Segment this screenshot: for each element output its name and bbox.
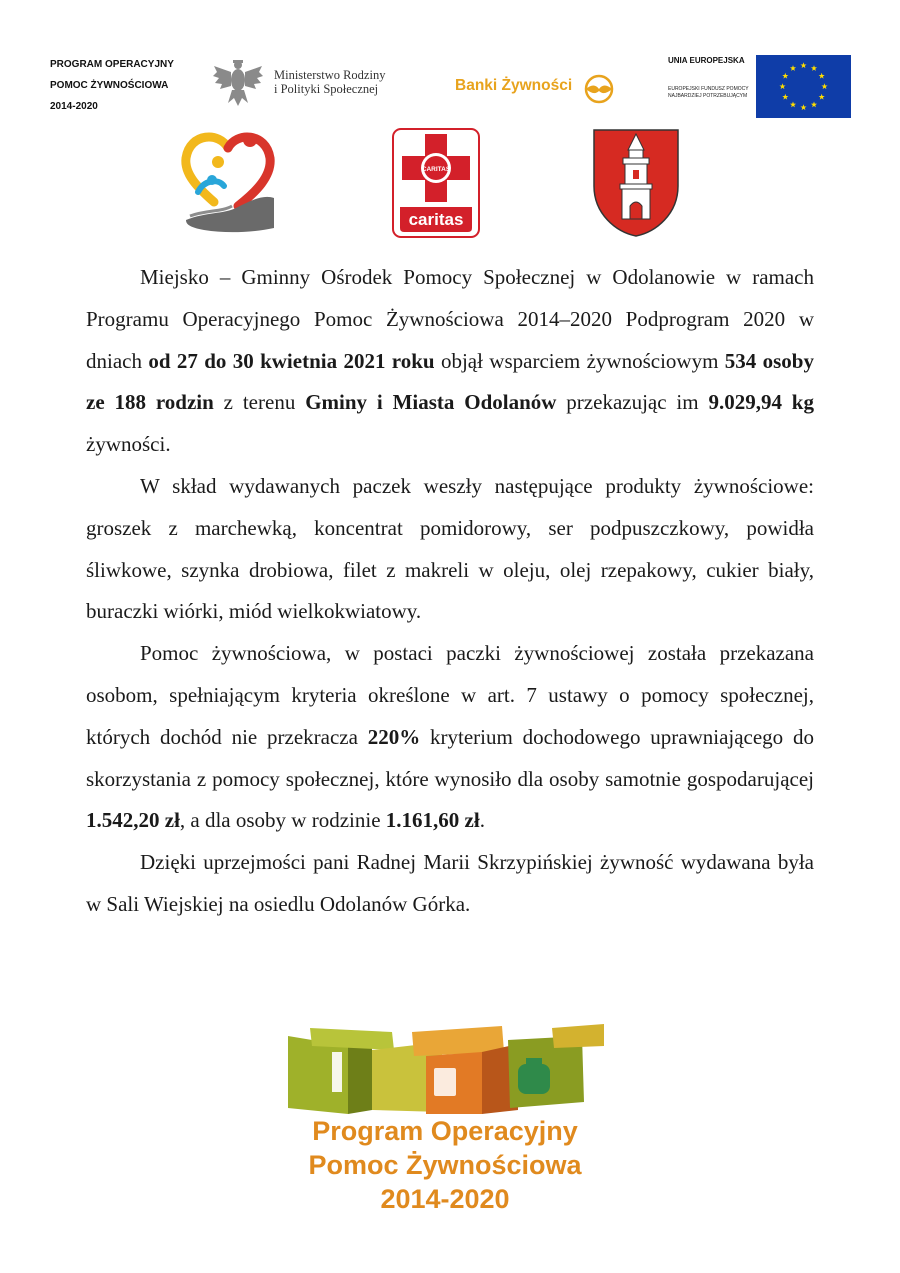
banki-zywnosci-text: Banki Żywności [455,77,573,94]
p1-dates: od 27 do 30 kwietnia 2021 roku [148,348,435,373]
program-label-line-2: POMOC ŻYWNOŚCIOWA [50,80,169,91]
caritas-ring-text: CARITAS [421,166,451,173]
program-label-line-3: 2014-2020 [50,101,98,112]
eu-flag-icon [756,55,851,118]
program-label-line-1: PROGRAM OPERACYJNY [50,59,174,70]
program-logo-text [282,1114,608,1216]
paragraph-products: W skład wydawanych paczek weszły następujące produkty żywnościowe: groszek z marchewką, koncentrat pomidorowy, ser podpuszczkowy, powidła śliwkowe, szynka drobiowa, filet z makreli w oleju, olej rzepakowy, cukier biały, buraczki wiórki, miód wielkokwiatowy. [86,473,814,624]
paragraph-distribution [86,257,814,466]
program-logo-line-1: Program Operacyjny [312,1116,578,1146]
ministry-logo [212,58,422,108]
banki-zywnosci-logo [452,72,622,108]
p3-text-4: . [479,808,485,833]
family-heart-hand-logo [176,128,280,236]
p3-text-1: Pomoc żywnościowa, w postaci paczki żywnościowej została przekazana osobom, spełniającym kryteria określone w art. 7 ustawy o pomocy społecznej, których dochód nie przekracza [86,641,814,749]
p3-text-2: kryterium dochodowego uprawniającego do skorzystania z pomocy społecznej, które wynosiło dla osoby samotnie gospodarującej [86,724,814,791]
odolanow-coat-of-arms [592,128,680,238]
caritas-wordmark: caritas [408,210,464,229]
p1-text-5: żywności. [86,432,171,457]
caritas-logo [392,128,480,238]
food-boxes-graphic [282,1022,608,1114]
bird-emblem-icon [580,74,618,104]
program-logo-line-2: Pomoc Żywnościowa [308,1150,582,1180]
announcement-text [86,257,814,926]
program-operacyjny-logo [282,1022,608,1224]
ministry-name [274,68,385,96]
p1-text-3: z terenu [213,390,306,415]
p1-text-2: objął wsparciem żywnościowym [434,348,725,373]
eagle-emblem-icon [212,58,264,108]
eu-title: UNIA EUROPEJSKA [668,56,745,65]
paragraph-criteria [86,633,814,842]
p1-text-1: Miejsko – Gminny Ośrodek Pomocy Społecznej w Odolanowie w ramach Programu Operacyjnego Pomoc Żywnościowa 2014–2020 Podprogram 2020 w dniach [86,265,814,373]
ministry-line-2: i Polityki Społecznej [274,82,379,96]
p1-area: Gminy i Miasta Odolanów [305,390,557,415]
eu-label [668,56,758,100]
paragraph-thanks: Dzięki uprzejmości pani Radnej Marii Skrzypińskiej żywność wydawana była w Sali Wiejskiej na osiedlu Odolanów Górka. [86,850,814,916]
eu-fund-line-2: NAJBARDZIEJ POTRZEBUJĄCYM [668,93,748,99]
p1-weight: 9.029,94 kg [708,390,814,415]
p3-text-3: , a dla osoby w rodzinie [179,808,386,833]
p3-family-income: 1.161,60 zł [385,808,480,833]
program-logo-line-3: 2014-2020 [380,1184,510,1214]
ministry-line-1: Ministerstwo Rodziny [274,68,386,82]
program-label [50,54,200,117]
eu-fund-line-1: EUROPEJSKI FUNDUSZ POMOCY [668,86,749,92]
p1-people-count: 534 osoby ze 188 rodzin [86,348,814,415]
p3-single-income: 1.542,20 zł [86,808,180,833]
p1-text-4: przekazując im [556,390,709,415]
p3-percent: 220% [367,724,421,749]
